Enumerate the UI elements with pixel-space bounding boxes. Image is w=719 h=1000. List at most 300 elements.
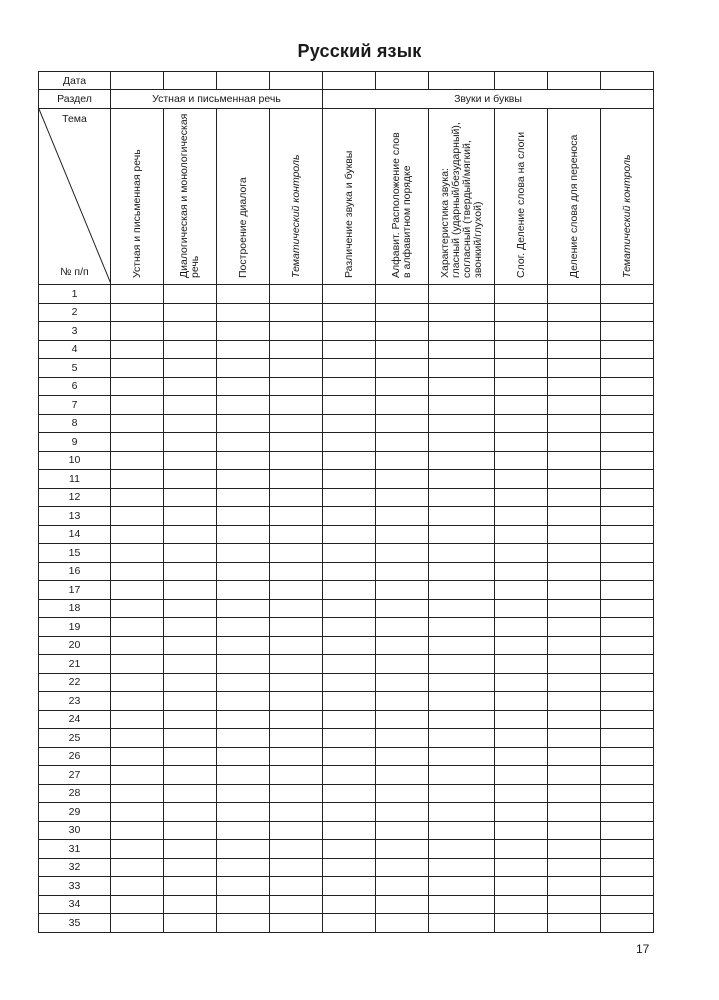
grade-cell[interactable] (111, 396, 164, 415)
grade-cell[interactable] (548, 729, 601, 748)
grade-cell[interactable] (111, 340, 164, 359)
grade-cell[interactable] (323, 581, 376, 600)
grade-cell[interactable] (270, 803, 323, 822)
grade-cell[interactable] (376, 488, 429, 507)
grade-cell[interactable] (111, 729, 164, 748)
grade-cell[interactable] (217, 359, 270, 378)
grade-cell[interactable] (601, 396, 654, 415)
grade-cell[interactable] (376, 544, 429, 563)
grade-cell[interactable] (164, 821, 217, 840)
grade-cell[interactable] (495, 747, 548, 766)
grade-cell[interactable] (495, 858, 548, 877)
grade-cell[interactable] (111, 895, 164, 914)
grade-cell[interactable] (111, 470, 164, 489)
grade-cell[interactable] (376, 396, 429, 415)
grade-cell[interactable] (601, 673, 654, 692)
grade-cell[interactable] (548, 840, 601, 859)
grade-cell[interactable] (164, 285, 217, 304)
grade-cell[interactable] (217, 821, 270, 840)
grade-cell[interactable] (495, 766, 548, 785)
grade-cell[interactable] (111, 710, 164, 729)
grade-cell[interactable] (495, 488, 548, 507)
grade-cell[interactable] (217, 507, 270, 526)
grade-cell[interactable] (164, 655, 217, 674)
grade-cell[interactable] (217, 377, 270, 396)
grade-cell[interactable] (323, 562, 376, 581)
grade-cell[interactable] (429, 562, 495, 581)
grade-cell[interactable] (601, 784, 654, 803)
grade-cell[interactable] (429, 322, 495, 341)
grade-cell[interactable] (270, 377, 323, 396)
grade-cell[interactable] (548, 488, 601, 507)
grade-cell[interactable] (164, 858, 217, 877)
grade-cell[interactable] (548, 581, 601, 600)
grade-cell[interactable] (376, 303, 429, 322)
grade-cell[interactable] (323, 877, 376, 896)
grade-cell[interactable] (164, 470, 217, 489)
grade-cell[interactable] (548, 377, 601, 396)
grade-cell[interactable] (164, 359, 217, 378)
grade-cell[interactable] (495, 562, 548, 581)
grade-cell[interactable] (323, 618, 376, 637)
grade-cell[interactable] (601, 581, 654, 600)
grade-cell[interactable] (376, 451, 429, 470)
grade-cell[interactable] (429, 507, 495, 526)
grade-cell[interactable] (601, 840, 654, 859)
grade-cell[interactable] (323, 488, 376, 507)
grade-cell[interactable] (548, 914, 601, 933)
grade-cell[interactable] (548, 396, 601, 415)
grade-cell[interactable] (270, 414, 323, 433)
date-cell[interactable] (164, 72, 217, 90)
grade-cell[interactable] (495, 803, 548, 822)
grade-cell[interactable] (429, 636, 495, 655)
grade-cell[interactable] (429, 747, 495, 766)
grade-cell[interactable] (548, 451, 601, 470)
grade-cell[interactable] (270, 895, 323, 914)
grade-cell[interactable] (270, 821, 323, 840)
grade-cell[interactable] (164, 507, 217, 526)
grade-cell[interactable] (323, 840, 376, 859)
grade-cell[interactable] (429, 692, 495, 711)
grade-cell[interactable] (548, 618, 601, 637)
grade-cell[interactable] (164, 710, 217, 729)
grade-cell[interactable] (495, 673, 548, 692)
grade-cell[interactable] (376, 636, 429, 655)
grade-cell[interactable] (548, 599, 601, 618)
grade-cell[interactable] (323, 784, 376, 803)
grade-cell[interactable] (429, 525, 495, 544)
grade-cell[interactable] (376, 895, 429, 914)
grade-cell[interactable] (548, 803, 601, 822)
grade-cell[interactable] (429, 895, 495, 914)
grade-cell[interactable] (323, 803, 376, 822)
grade-cell[interactable] (376, 525, 429, 544)
grade-cell[interactable] (111, 507, 164, 526)
grade-cell[interactable] (323, 914, 376, 933)
grade-cell[interactable] (429, 544, 495, 563)
grade-cell[interactable] (164, 340, 217, 359)
grade-cell[interactable] (270, 488, 323, 507)
grade-cell[interactable] (495, 877, 548, 896)
grade-cell[interactable] (164, 396, 217, 415)
grade-cell[interactable] (217, 895, 270, 914)
grade-cell[interactable] (217, 544, 270, 563)
grade-cell[interactable] (217, 877, 270, 896)
grade-cell[interactable] (111, 914, 164, 933)
grade-cell[interactable] (270, 562, 323, 581)
grade-cell[interactable] (164, 766, 217, 785)
grade-cell[interactable] (323, 544, 376, 563)
grade-cell[interactable] (601, 710, 654, 729)
grade-cell[interactable] (429, 784, 495, 803)
grade-cell[interactable] (548, 747, 601, 766)
grade-cell[interactable] (429, 359, 495, 378)
grade-cell[interactable] (270, 581, 323, 600)
grade-cell[interactable] (270, 729, 323, 748)
grade-cell[interactable] (601, 525, 654, 544)
grade-cell[interactable] (548, 766, 601, 785)
grade-cell[interactable] (429, 581, 495, 600)
grade-cell[interactable] (376, 581, 429, 600)
grade-cell[interactable] (429, 858, 495, 877)
grade-cell[interactable] (164, 747, 217, 766)
grade-cell[interactable] (548, 673, 601, 692)
grade-cell[interactable] (323, 692, 376, 711)
grade-cell[interactable] (376, 840, 429, 859)
grade-cell[interactable] (601, 895, 654, 914)
grade-cell[interactable] (376, 803, 429, 822)
grade-cell[interactable] (111, 877, 164, 896)
grade-cell[interactable] (548, 285, 601, 304)
grade-cell[interactable] (376, 507, 429, 526)
grade-cell[interactable] (164, 377, 217, 396)
grade-cell[interactable] (376, 710, 429, 729)
grade-cell[interactable] (217, 581, 270, 600)
grade-cell[interactable] (111, 433, 164, 452)
grade-cell[interactable] (164, 488, 217, 507)
grade-cell[interactable] (495, 895, 548, 914)
grade-cell[interactable] (601, 692, 654, 711)
grade-cell[interactable] (376, 673, 429, 692)
grade-cell[interactable] (376, 877, 429, 896)
grade-cell[interactable] (323, 303, 376, 322)
grade-cell[interactable] (270, 470, 323, 489)
grade-cell[interactable] (376, 618, 429, 637)
grade-cell[interactable] (217, 618, 270, 637)
grade-cell[interactable] (376, 599, 429, 618)
grade-cell[interactable] (548, 433, 601, 452)
grade-cell[interactable] (217, 340, 270, 359)
grade-cell[interactable] (111, 414, 164, 433)
grade-cell[interactable] (429, 340, 495, 359)
grade-cell[interactable] (601, 729, 654, 748)
grade-cell[interactable] (323, 729, 376, 748)
grade-cell[interactable] (376, 729, 429, 748)
grade-cell[interactable] (548, 636, 601, 655)
grade-cell[interactable] (495, 303, 548, 322)
grade-cell[interactable] (548, 858, 601, 877)
grade-cell[interactable] (495, 525, 548, 544)
grade-cell[interactable] (164, 840, 217, 859)
grade-cell[interactable] (323, 396, 376, 415)
grade-cell[interactable] (217, 803, 270, 822)
grade-cell[interactable] (495, 507, 548, 526)
grade-cell[interactable] (111, 488, 164, 507)
grade-cell[interactable] (548, 340, 601, 359)
grade-cell[interactable] (323, 599, 376, 618)
grade-cell[interactable] (495, 359, 548, 378)
grade-cell[interactable] (376, 858, 429, 877)
grade-cell[interactable] (601, 821, 654, 840)
grade-cell[interactable] (217, 840, 270, 859)
grade-cell[interactable] (270, 766, 323, 785)
grade-cell[interactable] (429, 821, 495, 840)
grade-cell[interactable] (217, 766, 270, 785)
date-cell[interactable] (217, 72, 270, 90)
date-cell[interactable] (323, 72, 376, 90)
grade-cell[interactable] (376, 433, 429, 452)
grade-cell[interactable] (217, 692, 270, 711)
grade-cell[interactable] (111, 599, 164, 618)
grade-cell[interactable] (111, 322, 164, 341)
grade-cell[interactable] (495, 636, 548, 655)
grade-cell[interactable] (323, 340, 376, 359)
grade-cell[interactable] (429, 451, 495, 470)
grade-cell[interactable] (111, 618, 164, 637)
grade-cell[interactable] (601, 285, 654, 304)
grade-cell[interactable] (495, 285, 548, 304)
grade-cell[interactable] (495, 655, 548, 674)
grade-cell[interactable] (111, 840, 164, 859)
grade-cell[interactable] (111, 821, 164, 840)
grade-cell[interactable] (164, 433, 217, 452)
grade-cell[interactable] (429, 766, 495, 785)
grade-cell[interactable] (495, 581, 548, 600)
grade-cell[interactable] (495, 821, 548, 840)
grade-cell[interactable] (217, 784, 270, 803)
grade-cell[interactable] (217, 488, 270, 507)
grade-cell[interactable] (270, 285, 323, 304)
grade-cell[interactable] (217, 914, 270, 933)
grade-cell[interactable] (548, 303, 601, 322)
grade-cell[interactable] (111, 636, 164, 655)
grade-cell[interactable] (495, 322, 548, 341)
grade-cell[interactable] (495, 784, 548, 803)
grade-cell[interactable] (111, 303, 164, 322)
grade-cell[interactable] (601, 507, 654, 526)
grade-cell[interactable] (164, 599, 217, 618)
grade-cell[interactable] (217, 285, 270, 304)
grade-cell[interactable] (217, 562, 270, 581)
grade-cell[interactable] (111, 359, 164, 378)
grade-cell[interactable] (270, 636, 323, 655)
grade-cell[interactable] (601, 599, 654, 618)
grade-cell[interactable] (495, 544, 548, 563)
grade-cell[interactable] (601, 303, 654, 322)
grade-cell[interactable] (164, 729, 217, 748)
grade-cell[interactable] (323, 655, 376, 674)
grade-cell[interactable] (217, 673, 270, 692)
date-cell[interactable] (429, 72, 495, 90)
grade-cell[interactable] (270, 525, 323, 544)
grade-cell[interactable] (217, 636, 270, 655)
grade-cell[interactable] (164, 895, 217, 914)
grade-cell[interactable] (495, 396, 548, 415)
grade-cell[interactable] (429, 710, 495, 729)
grade-cell[interactable] (601, 914, 654, 933)
grade-cell[interactable] (376, 821, 429, 840)
grade-cell[interactable] (601, 359, 654, 378)
grade-cell[interactable] (495, 710, 548, 729)
grade-cell[interactable] (376, 766, 429, 785)
grade-cell[interactable] (323, 507, 376, 526)
grade-cell[interactable] (217, 396, 270, 415)
grade-cell[interactable] (323, 414, 376, 433)
grade-cell[interactable] (376, 692, 429, 711)
grade-cell[interactable] (495, 470, 548, 489)
grade-cell[interactable] (548, 322, 601, 341)
grade-cell[interactable] (323, 747, 376, 766)
grade-cell[interactable] (111, 803, 164, 822)
grade-cell[interactable] (164, 581, 217, 600)
date-cell[interactable] (270, 72, 323, 90)
grade-cell[interactable] (164, 618, 217, 637)
grade-cell[interactable] (270, 322, 323, 341)
grade-cell[interactable] (217, 451, 270, 470)
grade-cell[interactable] (548, 655, 601, 674)
grade-cell[interactable] (270, 599, 323, 618)
grade-cell[interactable] (601, 377, 654, 396)
grade-cell[interactable] (111, 285, 164, 304)
grade-cell[interactable] (429, 877, 495, 896)
grade-cell[interactable] (429, 655, 495, 674)
grade-cell[interactable] (164, 636, 217, 655)
grade-cell[interactable] (601, 747, 654, 766)
grade-cell[interactable] (376, 914, 429, 933)
grade-cell[interactable] (429, 673, 495, 692)
grade-cell[interactable] (548, 562, 601, 581)
grade-cell[interactable] (548, 359, 601, 378)
grade-cell[interactable] (323, 451, 376, 470)
grade-cell[interactable] (270, 914, 323, 933)
grade-cell[interactable] (376, 562, 429, 581)
grade-cell[interactable] (270, 433, 323, 452)
grade-cell[interactable] (429, 285, 495, 304)
grade-cell[interactable] (270, 747, 323, 766)
grade-cell[interactable] (111, 544, 164, 563)
grade-cell[interactable] (548, 710, 601, 729)
grade-cell[interactable] (429, 377, 495, 396)
grade-cell[interactable] (376, 285, 429, 304)
grade-cell[interactable] (111, 766, 164, 785)
grade-cell[interactable] (164, 877, 217, 896)
grade-cell[interactable] (429, 729, 495, 748)
grade-cell[interactable] (601, 655, 654, 674)
grade-cell[interactable] (323, 636, 376, 655)
grade-cell[interactable] (111, 451, 164, 470)
grade-cell[interactable] (111, 655, 164, 674)
grade-cell[interactable] (429, 470, 495, 489)
grade-cell[interactable] (111, 377, 164, 396)
grade-cell[interactable] (495, 840, 548, 859)
date-cell[interactable] (111, 72, 164, 90)
grade-cell[interactable] (548, 877, 601, 896)
grade-cell[interactable] (323, 821, 376, 840)
grade-cell[interactable] (270, 396, 323, 415)
grade-cell[interactable] (217, 470, 270, 489)
grade-cell[interactable] (111, 747, 164, 766)
grade-cell[interactable] (548, 821, 601, 840)
grade-cell[interactable] (495, 414, 548, 433)
grade-cell[interactable] (270, 544, 323, 563)
grade-cell[interactable] (376, 340, 429, 359)
grade-cell[interactable] (376, 359, 429, 378)
grade-cell[interactable] (217, 747, 270, 766)
grade-cell[interactable] (376, 414, 429, 433)
grade-cell[interactable] (548, 544, 601, 563)
grade-cell[interactable] (164, 303, 217, 322)
grade-cell[interactable] (601, 766, 654, 785)
grade-cell[interactable] (270, 692, 323, 711)
grade-cell[interactable] (217, 414, 270, 433)
grade-cell[interactable] (601, 322, 654, 341)
grade-cell[interactable] (601, 544, 654, 563)
grade-cell[interactable] (548, 784, 601, 803)
grade-cell[interactable] (270, 359, 323, 378)
grade-cell[interactable] (429, 803, 495, 822)
grade-cell[interactable] (548, 414, 601, 433)
grade-cell[interactable] (429, 303, 495, 322)
grade-cell[interactable] (495, 451, 548, 470)
grade-cell[interactable] (217, 710, 270, 729)
grade-cell[interactable] (270, 303, 323, 322)
grade-cell[interactable] (495, 340, 548, 359)
grade-cell[interactable] (111, 673, 164, 692)
grade-cell[interactable] (429, 914, 495, 933)
grade-cell[interactable] (495, 914, 548, 933)
grade-cell[interactable] (323, 858, 376, 877)
grade-cell[interactable] (429, 396, 495, 415)
grade-cell[interactable] (601, 858, 654, 877)
grade-cell[interactable] (601, 618, 654, 637)
grade-cell[interactable] (270, 655, 323, 674)
grade-cell[interactable] (270, 340, 323, 359)
grade-cell[interactable] (323, 322, 376, 341)
grade-cell[interactable] (164, 414, 217, 433)
grade-cell[interactable] (270, 451, 323, 470)
grade-cell[interactable] (323, 433, 376, 452)
grade-cell[interactable] (323, 359, 376, 378)
date-cell[interactable] (495, 72, 548, 90)
grade-cell[interactable] (270, 507, 323, 526)
grade-cell[interactable] (164, 544, 217, 563)
grade-cell[interactable] (429, 599, 495, 618)
grade-cell[interactable] (429, 433, 495, 452)
grade-cell[interactable] (495, 377, 548, 396)
grade-cell[interactable] (548, 470, 601, 489)
grade-cell[interactable] (601, 562, 654, 581)
grade-cell[interactable] (323, 895, 376, 914)
grade-cell[interactable] (323, 673, 376, 692)
grade-cell[interactable] (270, 618, 323, 637)
grade-cell[interactable] (164, 525, 217, 544)
grade-cell[interactable] (495, 729, 548, 748)
grade-cell[interactable] (270, 673, 323, 692)
grade-cell[interactable] (376, 377, 429, 396)
grade-cell[interactable] (323, 377, 376, 396)
grade-cell[interactable] (164, 803, 217, 822)
